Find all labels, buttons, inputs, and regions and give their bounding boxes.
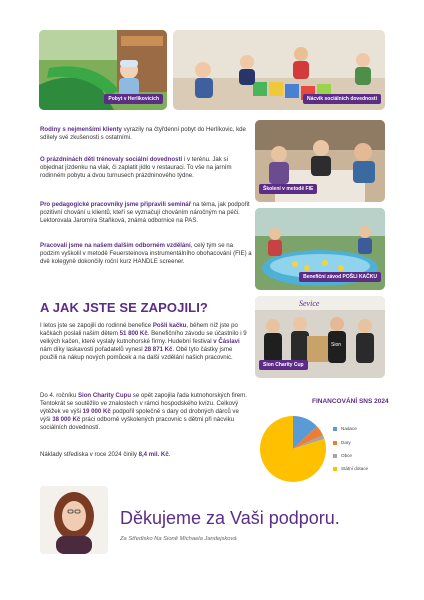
caption-nacvik: Nácvik sociálních dovedností <box>303 94 381 104</box>
paragraph-vzdelani: Pracovali jsme na našem dalším odborném vzdělání, celý tým se na podzim vyškolil v metodě Feuersteinova instrumentálního obohacování (FIE) a dvě kolegyně dokončily roční kurz HANDLE screener. <box>40 242 252 265</box>
legend-swatch <box>333 467 337 471</box>
paragraph-naklady: Náklady střediska v roce 2024 činily 8,4 mil. Kč. <box>40 451 171 458</box>
person-illustration <box>40 486 108 554</box>
photo-benefice <box>255 208 385 290</box>
legend-swatch <box>333 427 337 431</box>
photo-skoleni <box>255 120 385 202</box>
highlight-vzdelani: Pracovali jsme na našem dalším odborném vzdělání <box>40 242 191 249</box>
highlight-rodiny: Rodiny s nejmenšími klienty <box>40 126 122 133</box>
legend-item <box>333 440 351 445</box>
highlight-prazdniny: O prázdninách děti trénovaly sociální dovednosti <box>40 156 183 163</box>
legend-item <box>333 466 368 471</box>
photo-sign-text: Sevice <box>299 299 320 308</box>
caption-pobyt: Pobyt v Herlíkovicích <box>104 94 163 104</box>
legend-item <box>333 426 357 431</box>
paragraph-posli-kacku: I letos jste se zapojili do rodinné benefice Pošli kačku, během níž jste po kačkách poslali našim dětem 51 800 Kč. Benefičního závodu se účastnilo i 9 velkých kačen, které vyslaly kutnohorské firmy. Hudební festival v Čáslavi nám díky laskavosti pořadatelů vynesl 28 871 Kč. Obě tyto částky jsme použili na nákup nových pomůcek a na další vzdělání našich pracovnic. <box>40 322 247 361</box>
legend-label: Státní dotace <box>341 466 369 471</box>
paragraph-charity-cup: Do 4. ročníku Sion Charity Cupu se opět zapojila řada kutnohorských firem. Tentokrát se soutěžilo ve znalostech v rámci hospodského kvízu. Celkový výtěžek ve výši 19 000 Kč podpořil společně s dary od drobných dárců ve výši 38 000 Kč práci odborně vyškolených pracovnic s dětmi při nácviku sociálních dovedností. <box>40 392 247 431</box>
photo-cup <box>255 296 385 378</box>
thanks-signature: Za Středisko Na Sioně Michaela Jandejsková <box>120 536 237 542</box>
photo-pobyt <box>39 30 167 110</box>
funding-pie-chart <box>258 414 328 484</box>
legend-label: Nadace <box>341 426 357 431</box>
paragraph-seminar: Pro pedagogické pracovníky jsme připravili seminář na téma, jak podpořit pozitivní chování u klientů, kteří se vyznačují chováním náročným na péči. Lektorovala Jaromíra Staňková, známá odbornice na PAS. <box>40 201 250 224</box>
legend-swatch <box>333 441 337 445</box>
caption-benefice: Benefiční závod POŠLI KAČKU <box>299 272 381 282</box>
section-heading: A JAK JSTE SE ZAPOJILI? <box>40 300 208 315</box>
legend-swatch <box>333 454 337 458</box>
paragraph-prazdniny: O prázdninách děti trénovaly sociální dovednosti i v terénu. Jak si objednat jízdenku na vlak, či zaplatit jídlo v restauraci. To vše na jarním rodinném pobytu a dvou turnusech prázdninového týdne. <box>40 156 232 179</box>
paragraph-rodiny: Rodiny s nejmenšími klienty vyrazily na čtyřdenní pobyt do Herlíkovic, kde sdílely své zkušenosti s ostatními. <box>40 126 246 141</box>
caption-skoleni: Školení v metodě FIE <box>259 184 317 194</box>
legend-label: Dary <box>341 440 351 445</box>
thanks-title: Děkujeme za Vaši podporu. <box>120 508 340 528</box>
author-photo <box>40 486 108 554</box>
legend-label: Obce <box>341 453 352 458</box>
caption-cup: Sion Charity Cup <box>259 360 308 370</box>
chart-title: FINANCOVÁNÍ SNS 2024 <box>312 398 389 405</box>
highlight-seminar: Pro pedagogické pracovníky jsme připravili seminář <box>40 201 192 208</box>
shirt-text: Sion <box>331 342 342 348</box>
photo-nacvik <box>173 30 385 110</box>
legend-item <box>333 453 352 458</box>
